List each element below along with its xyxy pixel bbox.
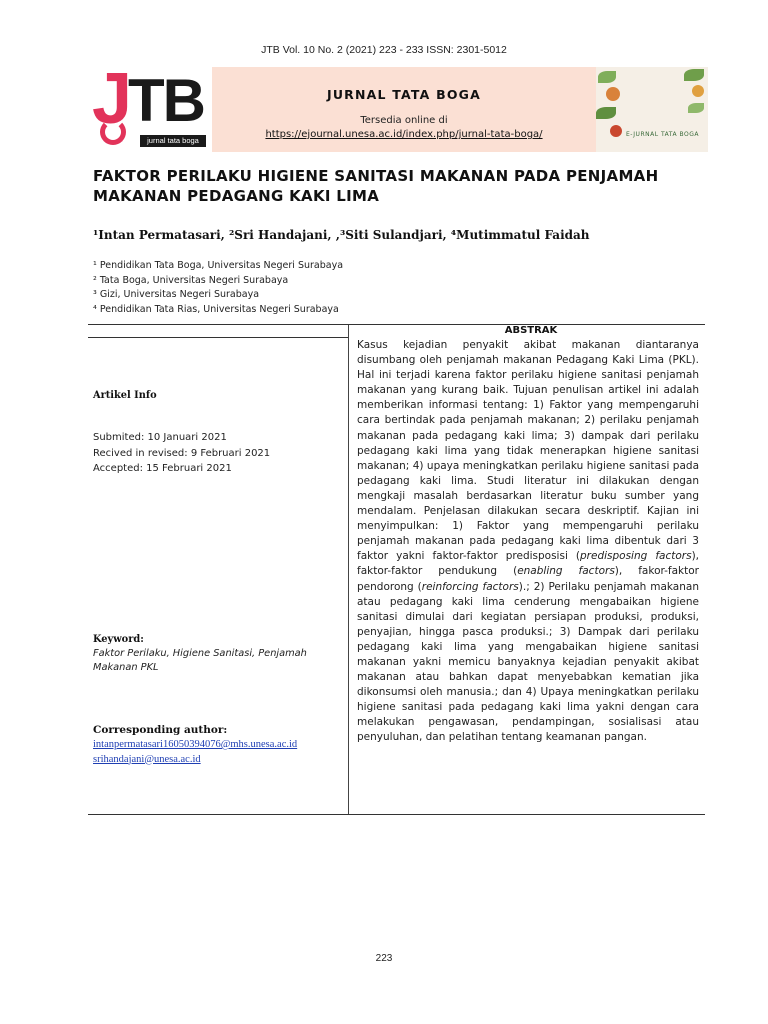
accepted-date: Accepted: 15 Februari 2021 <box>93 463 232 474</box>
journal-name: JURNAL TATA BOGA <box>326 87 481 102</box>
affiliation-item: ² Tata Boga, Universitas Negeri Surabaya <box>93 274 289 286</box>
email-link-2[interactable]: srihandajani@unesa.ac.id <box>93 753 201 765</box>
revised-date: Recived in revised: 9 Februari 2021 <box>93 447 271 459</box>
banner-center <box>212 67 596 152</box>
info-divider <box>88 337 348 338</box>
article-info-heading: Artikel Info <box>93 390 157 401</box>
available-online-label: Tersedia online di <box>360 115 448 126</box>
affiliation-item: ¹ Pendidikan Tata Boga, Universitas Negeri Surabaya <box>93 260 344 271</box>
affiliations-list <box>93 259 343 317</box>
affiliation-item: ³ Gizi, Universitas Negeri Surabaya <box>93 289 260 300</box>
column-divider <box>348 325 349 815</box>
page-number: 223 <box>375 953 393 964</box>
keyword-heading: Keyword: <box>93 634 144 645</box>
corresponding-author-heading: Corresponding author: <box>93 724 228 736</box>
abstract-heading: ABSTRAK <box>504 325 558 336</box>
keywords: Faktor Perilaku, Higiene Sanitasi, Penjamah Makanan PKL <box>93 648 307 673</box>
journal-banner <box>88 59 708 152</box>
article-dates <box>93 430 270 477</box>
abstract-text: Kasus kejadian penyakit akibat makanan diantaranya disumbang oleh penjamah makanan Pedagang Kaki Lima (PKL). Hal ini terjadi karena faktor perilaku higiene sanitasi penjamah makanan yang kurang baik. Tujuan penulisan artikel ini adalah memberikan informasi tentang: 1) Faktor yang mempengaruhi cara bertindak pada penjamah makanan; 2) perilaku penjamah makanan pada pedagang kaki lima; 3) dampak dari perilaku pedagang kaki lima yang tidak menerapkan higiene sanitasi makanan; 4) upaya meningkatkan perilaku higiene sanitasi pada pedagang kaki lima. Studi literatur ini dilakukan dengan mengkaji masalah berdasarkan literatur buku sumber yang mendalam. Penjelasan dilakukan secara deskriptif. Kajian ini menyimpulkan: 1) Faktor yang mempengaruhi perilaku penjamah makanan pada pedagang kaki lima dibentuk dari 3 faktor yakni faktor-faktor predisposisi (predisposing factors), faktor-faktor pendukung (enabling factors), fakor-faktor pendorong (reinforcing factors).; 2) Perilaku penjamah makanan atau pedagang kaki lima cenderung mengabaikan higiene sanitasi dimulai dari kegiatan persiapan produksi, produksi, penyajian, hingga pasca produksi.; 3) Dampak dari perilaku pedagang kaki lima yang mengabaikan higiene sanitasi makanan yakni memicu banyaknya kejadian penyakit akibat makanan atau bahkan dapat menyebabkan kematian jika dikonsumsi oleh manusia.; dan 4) Upaya meningkatkan perilaku higiene sanitasi pada pedagang kaki lima yakni dengan cara melakukan pengawasan, pendampingan, sosialisasi atau penyuluhan, dan pelatihan tentang keamanan pangan. <box>357 339 699 744</box>
journal-url-link[interactable]: https://ejournal.unesa.ac.id/index.php/jurnal-tata-boga/ <box>265 129 543 140</box>
article-authors: ¹Intan Permatasari, ²Sri Handajani, ,³Siti Sulandjari, ⁴Mutimmatul Faidah <box>93 228 590 242</box>
corresponding-emails <box>93 738 297 767</box>
email-link-1[interactable]: intanpermatasari16050394076@mhs.unesa.ac.id <box>93 739 298 750</box>
cover-title: E-JURNAL TATA BOGA <box>626 131 699 138</box>
journal-cover-thumbnail <box>596 67 708 152</box>
jtb-logo: J TB jurnal tata boga <box>88 67 212 152</box>
affiliation-item: ⁴ Pendidikan Tata Rias, Universitas Negeri Surabaya <box>93 303 339 315</box>
logo-tagline: jurnal tata boga <box>140 135 206 147</box>
journal-citation-line: JTB Vol. 10 No. 2 (2021) 223 - 233 ISSN: 2301-5012 <box>261 44 507 56</box>
submitted-date: Submited: 10 Januari 2021 <box>93 432 227 443</box>
article-title: FAKTOR PERILAKU HIGIENE SANITASI MAKANAN PADA PENJAMAH MAKANAN PEDAGANG KAKI LIMA <box>93 167 659 205</box>
bottom-divider <box>88 814 705 815</box>
